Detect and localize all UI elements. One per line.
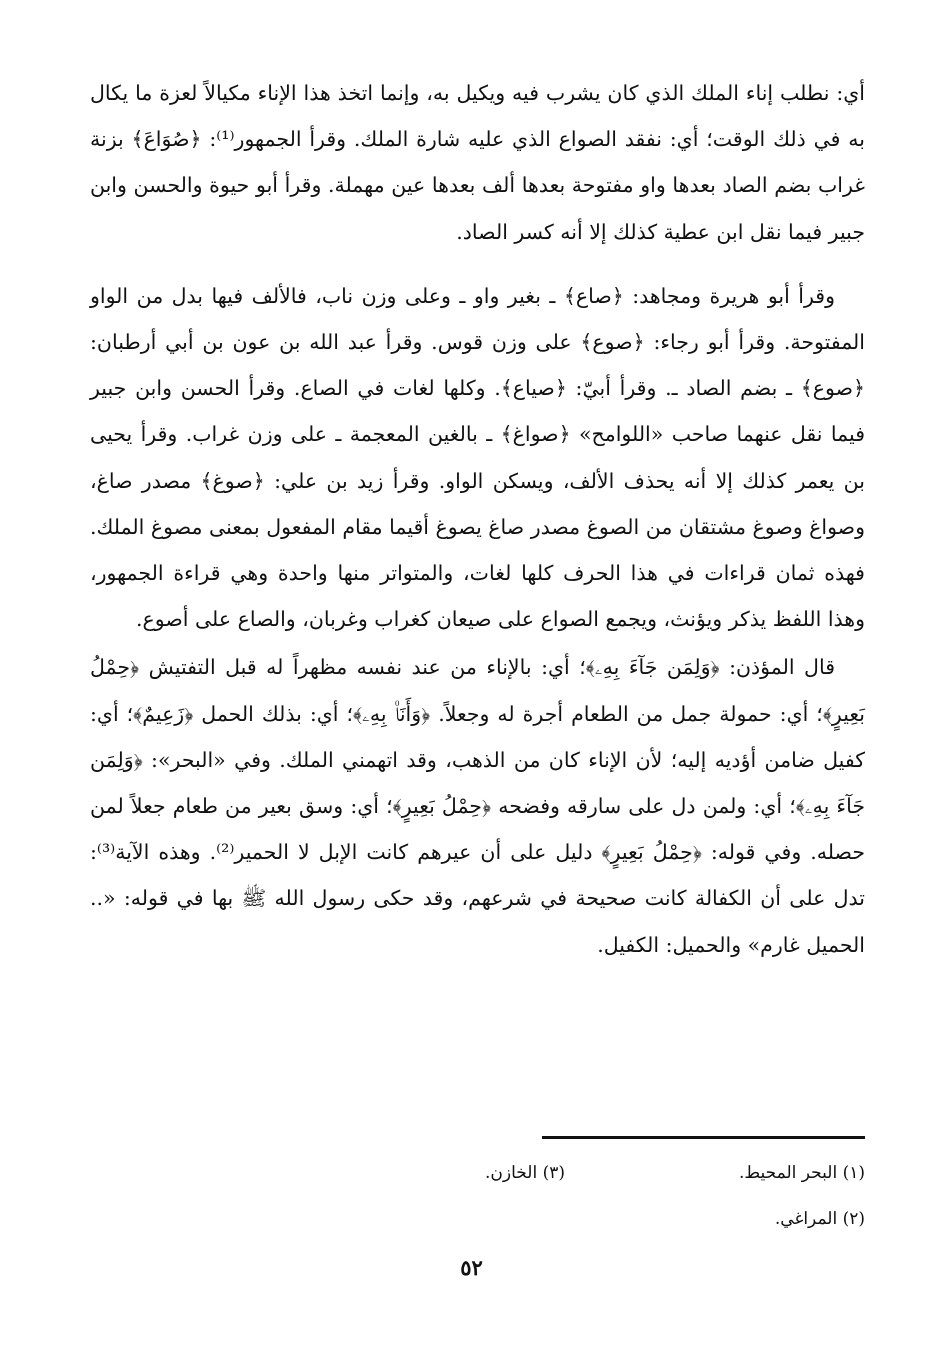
footnotes (300, 1150, 865, 1242)
footnote-row-1 (300, 1150, 865, 1196)
footnote-2: (٢) المراغي. (774, 1209, 865, 1229)
paragraph-2: وقرأ أبو هريرة ومجاهد: ﴿صاع﴾ ـ بغير واو ـ وعلى وزن ناب، فالألف فيها بدل من الواو المفتوحة. وقرأ أبو رجاء: ﴿صوع﴾ على وزن قوس. وقرأ عبد الله بن عون بن أبي أرطبان: ﴿صوع﴾ ـ بضم الصاد ـ. وقرأ أبيّ: ﴿صياع﴾. وكلها لغات في الصاع. وقرأ الحسن وابن جبير فيما نقل عنهما صاحب «اللوامح» ﴿صواغ﴾ ـ بالغين المعجمة ـ على وزن غراب. وقرأ يحيى بن يعمر كذلك إلا أنه يحذف الألف، ويسكن الواو. وقرأ زيد بن علي: ﴿صوغ﴾ مصدر صاغ، وصواغ وصوغ مشتقان من الصوغ مصدر صاغ يصوغ أقيما مقام المفعول بمعنى مصوغ الملك. فهذه ثمان قراءات في هذا الحرف كلها لغات، والمتواتر منها واحدة وهي قراءة الجمهور، وهذا اللفظ يذكر ويؤنث، ويجمع الصواع على صيعان كغراب وغربان، والصاع على أصوع. (90, 283, 865, 632)
paragraph-3: قال المؤذن: ﴿وَلِمَن جَآءَ بِهِۦ﴾؛ أي: بالإناء من عند نفسه مظهراً له قبل التفتيش ﴿حِمْلُ بَعِيرٍ﴾؛ أي: حمولة جمل من الطعام أجرة له وجعلاً. ﴿وَأَنَا۠ بِهِۦ﴾؛ أي: بذلك الحمل ﴿زَعِيمٌ﴾؛ أي: كفيل ضامن أؤديه إليه؛ لأن الإناء كان من الذهب، وقد اتهمني الملك. وفي «البحر»: ﴿وَلِمَن جَآءَ بِهِۦ﴾؛ أي: ولمن دل على سارقه وفضحه ﴿حِمْلُ بَعِيرٍ﴾؛ أي: وسق بعير من طعام جعلاً لمن حصله. وفي قوله: ﴿حِمْلُ بَعِيرٍ﴾ دليل على أن عيرهم كانت الإبل لا الحمير⁽²⁾. وهذه الآية⁽³⁾: تدل على أن الكفالة كانت صحيحة في شرعهم، وقد حكى رسول الله ﷺ بها في قوله: «.. الحميل غارم» والحميل: الكفيل. (90, 655, 865, 957)
page-body (90, 70, 865, 968)
footnote-3: (٣) الخازن. (485, 1163, 565, 1183)
footnote-row-2 (300, 1196, 865, 1242)
paragraph-1: أي: نطلب إناء الملك الذي كان يشرب فيه ويكيل به، وإنما اتخذ هذا الإناء مكيالاً لعزة ما يكال به في ذلك الوقت؛ أي: نفقد الصواع الذي عليه شارة الملك. وقرأ الجمهور⁽¹⁾: ﴿صُوَاعَ﴾ بزنة غراب بضم الصاد بعدها واو مفتوحة بعدها ألف بعدها عين مهملة. وقرأ أبو حيوة والحسن وابن جبير فيما نقل ابن عطية كذلك إلا أنه كسر الصاد. (90, 81, 865, 244)
footnote-1: (١) البحر المحيط. (739, 1163, 865, 1183)
footnote-separator (542, 1136, 865, 1139)
page-number: ٥٢ (460, 1255, 483, 1280)
